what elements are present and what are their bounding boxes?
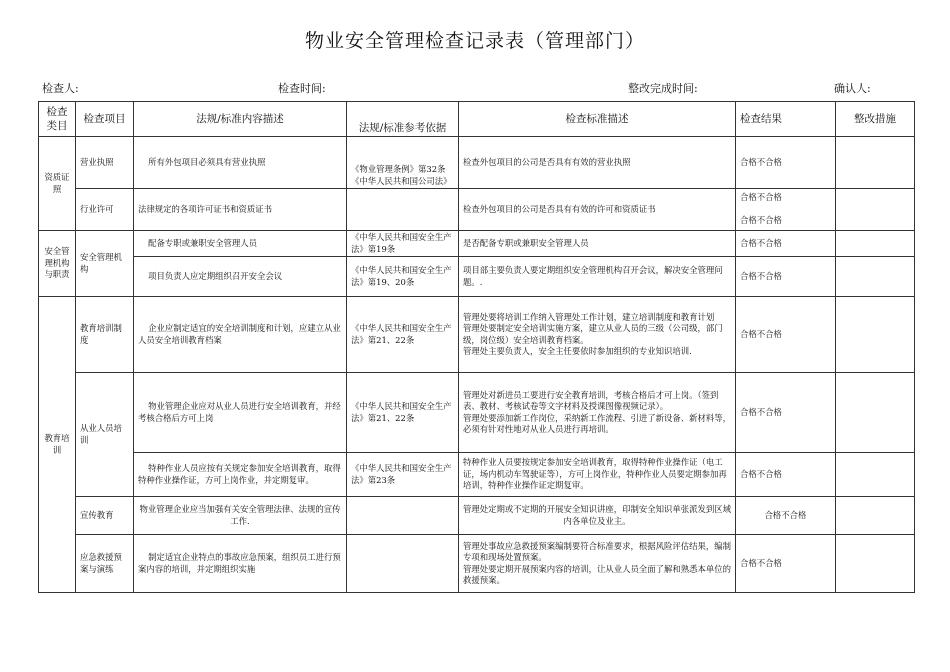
reference-cell: 《中华人民共和国安全生产法》第21、22条 bbox=[347, 373, 459, 453]
standard-cell: 是否配备专职或兼职安全管理人员 bbox=[459, 231, 736, 257]
table-row bbox=[39, 297, 915, 373]
inspection-table bbox=[38, 101, 915, 593]
category-cell: 资质证照 bbox=[39, 137, 76, 231]
rectification-cell[interactable] bbox=[836, 257, 915, 297]
col-result: 检查结果 bbox=[736, 102, 836, 137]
standard-cell: 管理处要将培训工作纳入管理处工作计划，建立培训制度和教育计划 管理处要制定安全培训实施方案，建立从业人员的三级（公司级，部门级，岗位级）安全培训教育档案。 管理处主要负责人，安全主任要依时参加组织的专业知识培训. bbox=[459, 297, 736, 373]
standard-cell: 检查外包项目的公司是否具有有效的营业执照 bbox=[459, 137, 736, 189]
result-cell: 合格不合格 bbox=[736, 257, 836, 297]
result-cell: 合格不合格 bbox=[736, 297, 836, 373]
description-cell: 企业应制定适宜的安全培训制度和计划，应建立从业人员安全培训教育档案 bbox=[134, 297, 347, 373]
standard-cell: 管理处对新进员工要进行安全教育培训，考核合格后才可上岗。（签到表、教材、考核试卷等文字材料及授课图像视频记录）。 管理处要添加新工作岗位，采纳新工作流程、引进了新设备、新材料等，必须有针对性地对从业人员进行再培训。 bbox=[459, 373, 736, 453]
check-time-label: 检查时间: bbox=[278, 82, 326, 95]
col-reference: 法规/标准参考依据 bbox=[347, 102, 459, 137]
table-row bbox=[39, 373, 915, 453]
standard-cell: 管理处事故应急救援预案编制要符合标准要求，根据风险评估结果，编制专项和现场处置预案。 管理处要定期开展预案内容的培训，让从业人员全面了解和熟悉本单位的救援预案。 bbox=[459, 535, 736, 593]
description-cell: 法律规定的各项许可证书和资质证书 bbox=[134, 189, 347, 231]
result-cell: 合格不合格 bbox=[736, 373, 836, 453]
item-cell: 教育培训制度 bbox=[76, 297, 134, 373]
item-cell: 应急救援预案与演练 bbox=[76, 535, 134, 593]
description-cell: 制定适宜企业特点的事故应急预案，组织员工进行预案内容的培训，并定期组织实施 bbox=[134, 535, 347, 593]
table-row bbox=[39, 189, 915, 231]
description-cell: 物业管理企业应对从业人员进行安全培训教育，并经考核合格后方可上岗 bbox=[134, 373, 347, 453]
item-cell: 行业许可 bbox=[76, 189, 134, 231]
reference-cell: 《中华人民共和国安全生产法》第21、22条 bbox=[347, 297, 459, 373]
reference-cell: 《中华人民共和国安全生产法》第19条 bbox=[347, 231, 459, 257]
category-cell: 教育培训 bbox=[39, 297, 76, 593]
item-cell: 安全管理机构 bbox=[76, 231, 134, 297]
table-row bbox=[39, 231, 915, 257]
item-cell: 从业人员培训 bbox=[76, 373, 134, 497]
reference-cell: 《中华人民共和国安全生产法》第19、20条 bbox=[347, 257, 459, 297]
page-title: 物业安全管理检查记录表（管理部门） bbox=[304, 30, 645, 52]
result-cell: 合格不合格 bbox=[736, 137, 836, 189]
confirmer-label: 确认人: bbox=[834, 82, 871, 95]
item-cell: 营业执照 bbox=[76, 137, 134, 189]
result-cell: 合格不合格 bbox=[736, 453, 836, 497]
result-cell: 合格不合格 bbox=[736, 535, 836, 593]
col-standard: 检查标准描述 bbox=[459, 102, 736, 137]
reference-cell: 《物业管理条例》第32条 《中华人民共和国公司法》 bbox=[347, 137, 459, 189]
rectification-cell[interactable] bbox=[836, 231, 915, 257]
result-cell: 合格不合格 bbox=[736, 497, 836, 535]
item-cell: 宣传教育 bbox=[76, 497, 134, 535]
completion-time-label: 整改完成时间: bbox=[628, 82, 698, 95]
rectification-cell[interactable] bbox=[836, 137, 915, 189]
col-category: 检查类目 bbox=[39, 102, 76, 137]
reference-cell bbox=[347, 497, 459, 535]
description-cell: 物业管理企业应当加强有关安全管理法律、法规的宣传工作. bbox=[134, 497, 347, 535]
reference-cell: 《中华人民共和国安全生产法》第23条 bbox=[347, 453, 459, 497]
header-row bbox=[39, 102, 915, 137]
category-cell: 安全管理机构与职责 bbox=[39, 231, 76, 297]
inspector-label: 检查人: bbox=[42, 82, 79, 95]
col-description: 法规/标准内容描述 bbox=[134, 102, 347, 137]
rectification-cell[interactable] bbox=[836, 453, 915, 497]
description-cell: 所有外包项目必须具有营业执照 bbox=[134, 137, 347, 189]
table-row bbox=[39, 257, 915, 297]
rectification-cell[interactable] bbox=[836, 373, 915, 453]
reference-cell bbox=[347, 535, 459, 593]
col-item: 检查项目 bbox=[76, 102, 134, 137]
description-cell: 项目负责人应定期组织召开安全会议 bbox=[134, 257, 347, 297]
rectification-cell[interactable] bbox=[836, 297, 915, 373]
standard-cell: 项目部主要负责人要定期组织安全管理机构召开会议，解决安全管理问题。. bbox=[459, 257, 736, 297]
description-cell: 特种作业人员应按有关规定参加安全培训教育，取得特种作业操作证，方可上岗作业，并定期复审。 bbox=[134, 453, 347, 497]
result-cell: 合格不合格 bbox=[736, 231, 836, 257]
description-cell: 配备专职或兼职安全管理人员 bbox=[134, 231, 347, 257]
standard-cell: 管理处定期或不定期的开展安全知识讲座，印制安全知识单张派发到区域内各单位及业主。 bbox=[459, 497, 736, 535]
result-cell: 合格不合格 合格不合格 bbox=[736, 189, 836, 231]
reference-cell bbox=[347, 189, 459, 231]
table-row bbox=[39, 497, 915, 535]
table-row bbox=[39, 453, 915, 497]
table-row bbox=[39, 535, 915, 593]
rectification-cell[interactable] bbox=[836, 497, 915, 535]
standard-cell: 特种作业人员要按规定参加安全培训教育，取得特种作业操作证（电工证，场内机动车驾驶证等），方可上岗作业，特种作业人员要定期参加再培训，特种作业操作证定期复审。 bbox=[459, 453, 736, 497]
rectification-cell[interactable] bbox=[836, 189, 915, 231]
col-rectification: 整改措施 bbox=[836, 102, 915, 137]
rectification-cell[interactable] bbox=[836, 535, 915, 593]
table-row bbox=[39, 137, 915, 189]
standard-cell: 检查外包项目的公司是否具有有效的许可和资质证书 bbox=[459, 189, 736, 231]
